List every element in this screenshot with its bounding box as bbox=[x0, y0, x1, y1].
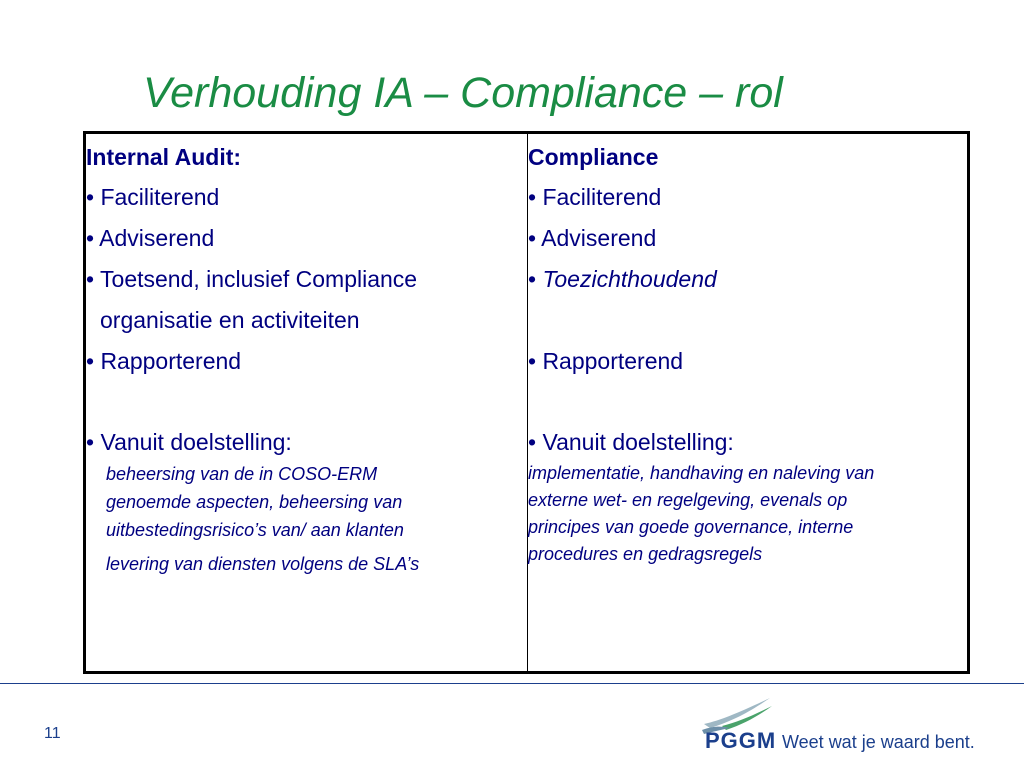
right-goal-line: principes van goede governance, interne bbox=[528, 517, 854, 537]
comparison-table bbox=[83, 131, 970, 674]
left-goal-description bbox=[106, 460, 419, 578]
left-goal-line: levering van diensten volgens de SLA’s bbox=[106, 554, 420, 574]
right-item-faciliterend: • Faciliterend bbox=[528, 184, 662, 210]
footer-divider bbox=[0, 683, 1024, 684]
compliance-column bbox=[528, 134, 967, 671]
left-goal-line: uitbestedingsrisico’s van/ aan klanten bbox=[106, 520, 404, 540]
right-goal-line: externe wet- en regelgeving, evenals op bbox=[528, 490, 848, 510]
pggm-logo bbox=[700, 696, 1000, 756]
internal-audit-heading: Internal Audit: bbox=[86, 144, 242, 170]
right-goal-line: procedures en gedragsregels bbox=[528, 544, 763, 564]
slide-title: Verhouding IA – Compliance – rol bbox=[143, 69, 783, 117]
brand-tagline: Weet wat je waard bent. bbox=[782, 732, 975, 752]
page-number: 11 bbox=[44, 725, 61, 742]
internal-audit-column bbox=[86, 134, 528, 671]
right-item-toezichthoudend-label: Toezichthoudend bbox=[542, 266, 717, 292]
right-item-rapporterend: • Rapporterend bbox=[528, 348, 684, 374]
left-item-toetsend: • Toetsend, inclusief Compliance bbox=[86, 266, 418, 292]
left-item-adviserend: • Adviserend bbox=[86, 225, 215, 251]
left-item-toetsend-continued: organisatie en activiteiten bbox=[100, 307, 360, 333]
right-goal-line: implementatie, handhaving en naleving van bbox=[528, 463, 875, 483]
right-goal-label: • Vanuit doelstelling: bbox=[528, 429, 734, 455]
left-goal-line: beheersing van de in COSO-ERM bbox=[106, 464, 378, 484]
right-item-toezichthoudend bbox=[528, 259, 967, 300]
left-item-faciliterend: • Faciliterend bbox=[86, 184, 220, 210]
left-goal-line: genoemde aspecten, beheersing van bbox=[106, 492, 403, 512]
brand-name: PGGM bbox=[705, 728, 777, 753]
left-item-rapporterend: • Rapporterend bbox=[86, 348, 242, 374]
right-item-adviserend: • Adviserend bbox=[528, 225, 657, 251]
compliance-heading: Compliance bbox=[528, 144, 659, 170]
right-item-bullet: • bbox=[528, 266, 537, 292]
right-goal-description bbox=[528, 460, 874, 568]
left-goal-label: • Vanuit doelstelling: bbox=[86, 429, 292, 455]
